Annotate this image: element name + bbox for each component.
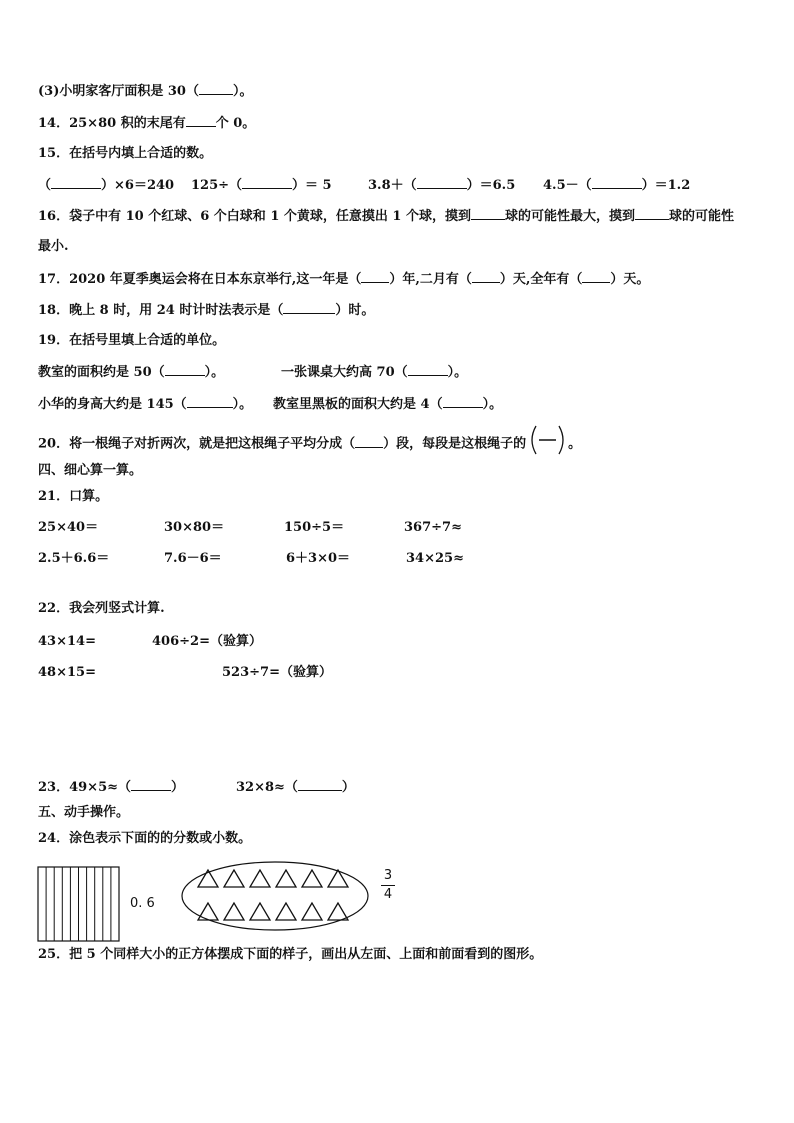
q16-text: 球的可能性 <box>669 209 735 224</box>
q19-text: 教室里黑板的面积大约是 4（ <box>273 397 443 412</box>
q15-item-1 <box>38 176 174 195</box>
q17-text: ）天,全年有（ <box>499 272 583 287</box>
q18 <box>38 301 374 320</box>
answer-blank[interactable] <box>582 270 610 283</box>
q15-item-text: 4.5－（ <box>543 178 592 193</box>
q16-line1 <box>38 207 734 226</box>
q17-text: 17．2020 年夏季奥运会将在日本东京举行,这一年是（ <box>38 272 362 287</box>
section-5-heading: 五、动手操作。 <box>38 805 130 820</box>
triangles-oval[interactable] <box>180 860 370 932</box>
q15-item-text: ）＝6.5 <box>466 178 516 193</box>
q16-line2: 最小. <box>38 239 69 254</box>
answer-blank[interactable] <box>443 395 483 408</box>
q22-a: 43×14= <box>38 634 96 649</box>
answer-blank[interactable] <box>51 176 101 189</box>
q23-b <box>236 778 355 797</box>
q19-text: ）。 <box>482 397 503 412</box>
q19-title: 19．在括号里填上合适的单位。 <box>38 333 226 348</box>
q15-item-2 <box>191 176 332 195</box>
q24-fraction <box>381 868 395 903</box>
q22-title: 22．我会列竖式计算. <box>38 601 165 616</box>
q18-text: 18．晚上 8 时，用 24 时计时法表示是（ <box>38 303 284 318</box>
q19-item-4 <box>273 395 502 414</box>
answer-blank[interactable] <box>592 176 642 189</box>
q21-r1-c3: 150÷5＝ <box>284 520 345 535</box>
q21-r1-c1: 25×40＝ <box>38 520 99 535</box>
q19-item-3 <box>38 395 252 414</box>
q21-r2-c4: 34×25≈ <box>406 551 464 566</box>
answer-blank[interactable] <box>635 207 669 220</box>
q17-text: ）年,二月有（ <box>389 272 472 287</box>
answer-blank[interactable] <box>131 778 171 791</box>
q21-r2-c2: 7.6－6＝ <box>164 551 222 566</box>
answer-blank[interactable] <box>408 363 448 376</box>
q15-item-text: 3.8＋（ <box>368 178 417 193</box>
q17 <box>38 270 649 289</box>
q13-text: (3)小明家客厅面积是 30（ <box>38 84 199 99</box>
q20-text: ）段，每段是这根绳子的 <box>383 436 527 452</box>
answer-blank[interactable] <box>242 176 292 189</box>
q20 <box>38 431 581 457</box>
q25: 25．把 5 个同样大小的正方体摆成下面的样子，画出从左面、上面和前面看到的图形。 <box>38 947 543 962</box>
answer-blank[interactable] <box>355 435 383 448</box>
ten-strip-rectangle[interactable] <box>37 866 121 942</box>
q21-r2-c3: 6＋3×0＝ <box>286 551 351 566</box>
q15-item-text: （ <box>38 178 52 193</box>
q15-item-text: ）＝1.2 <box>641 178 691 193</box>
q15-title: 15．在括号内填上合适的数。 <box>38 146 213 161</box>
q22-c: 48×15= <box>38 665 96 680</box>
q19-text: ）。 <box>447 365 468 380</box>
q15-item-4 <box>543 176 690 195</box>
q15-item-3 <box>368 176 515 195</box>
q20-text: 20．将一根绳子对折两次，就是把这根绳子平均分成（ <box>38 436 356 452</box>
q19-item-1 <box>38 363 224 382</box>
answer-blank[interactable] <box>187 395 233 408</box>
answer-blank[interactable] <box>186 114 216 127</box>
answer-blank[interactable] <box>283 301 335 314</box>
answer-blank[interactable] <box>472 270 500 283</box>
q19-text: ）。 <box>204 365 225 380</box>
q22-d: 523÷7=（验算） <box>222 665 332 680</box>
q13-part3 <box>38 82 252 101</box>
q20-text-end: 。 <box>568 436 582 452</box>
answer-blank[interactable] <box>165 363 205 376</box>
fraction-blank-icon[interactable] <box>526 423 568 457</box>
q24-title: 24．涂色表示下面的的分数或小数。 <box>38 831 252 846</box>
q23-a <box>38 778 184 797</box>
q14-text-end: 个 0。 <box>215 116 256 131</box>
fraction-denominator: 4 <box>383 887 393 902</box>
q19-text: 一张课桌大约高 70（ <box>281 365 408 380</box>
answer-blank[interactable] <box>471 207 505 220</box>
q15-item-text: ）×6＝240 <box>101 178 175 193</box>
q15-item-text: 125÷（ <box>191 178 243 193</box>
q22-b: 406÷2=（验算） <box>152 634 262 649</box>
q19-item-2 <box>281 363 467 382</box>
q24-decimal-label: 0. 6 <box>130 896 155 911</box>
answer-blank[interactable] <box>199 82 233 95</box>
answer-blank[interactable] <box>361 270 389 283</box>
q23-text: ） <box>341 780 355 795</box>
q21-r2-c1: 2.5＋6.6＝ <box>38 551 110 566</box>
q23-text: 32×8≈（ <box>236 780 298 795</box>
q18-text: ）时。 <box>335 303 375 318</box>
q14 <box>38 114 255 133</box>
answer-blank[interactable] <box>298 778 342 791</box>
q16-text: 16．袋子中有 10 个红球、6 个白球和 1 个黄球，任意摸出 1 个球，摸到 <box>38 209 471 224</box>
q21-r1-c4: 367÷7≈ <box>404 520 462 535</box>
q15-item-text: ）＝ 5 <box>292 178 332 193</box>
q21-r1-c2: 30×80＝ <box>164 520 225 535</box>
q16-text: 球的可能性最大，摸到 <box>505 209 636 224</box>
q23-text: ） <box>171 780 185 795</box>
fraction-numerator: 3 <box>383 868 393 883</box>
answer-blank[interactable] <box>417 176 467 189</box>
q19-text: 小华的身高大约是 145（ <box>38 397 187 412</box>
q23-text: 23．49×5≈（ <box>38 780 132 795</box>
q13-text-end: ）。 <box>232 84 253 99</box>
q19-text: 教室的面积约是 50（ <box>38 365 165 380</box>
q21-title: 21．口算。 <box>38 489 109 504</box>
q17-text: ）天。 <box>610 272 650 287</box>
fraction-bar <box>381 885 395 886</box>
section-4-heading: 四、细心算一算。 <box>38 463 143 478</box>
q14-text: 14．25×80 积的末尾有 <box>38 116 186 131</box>
q19-text: ）。 <box>232 397 253 412</box>
